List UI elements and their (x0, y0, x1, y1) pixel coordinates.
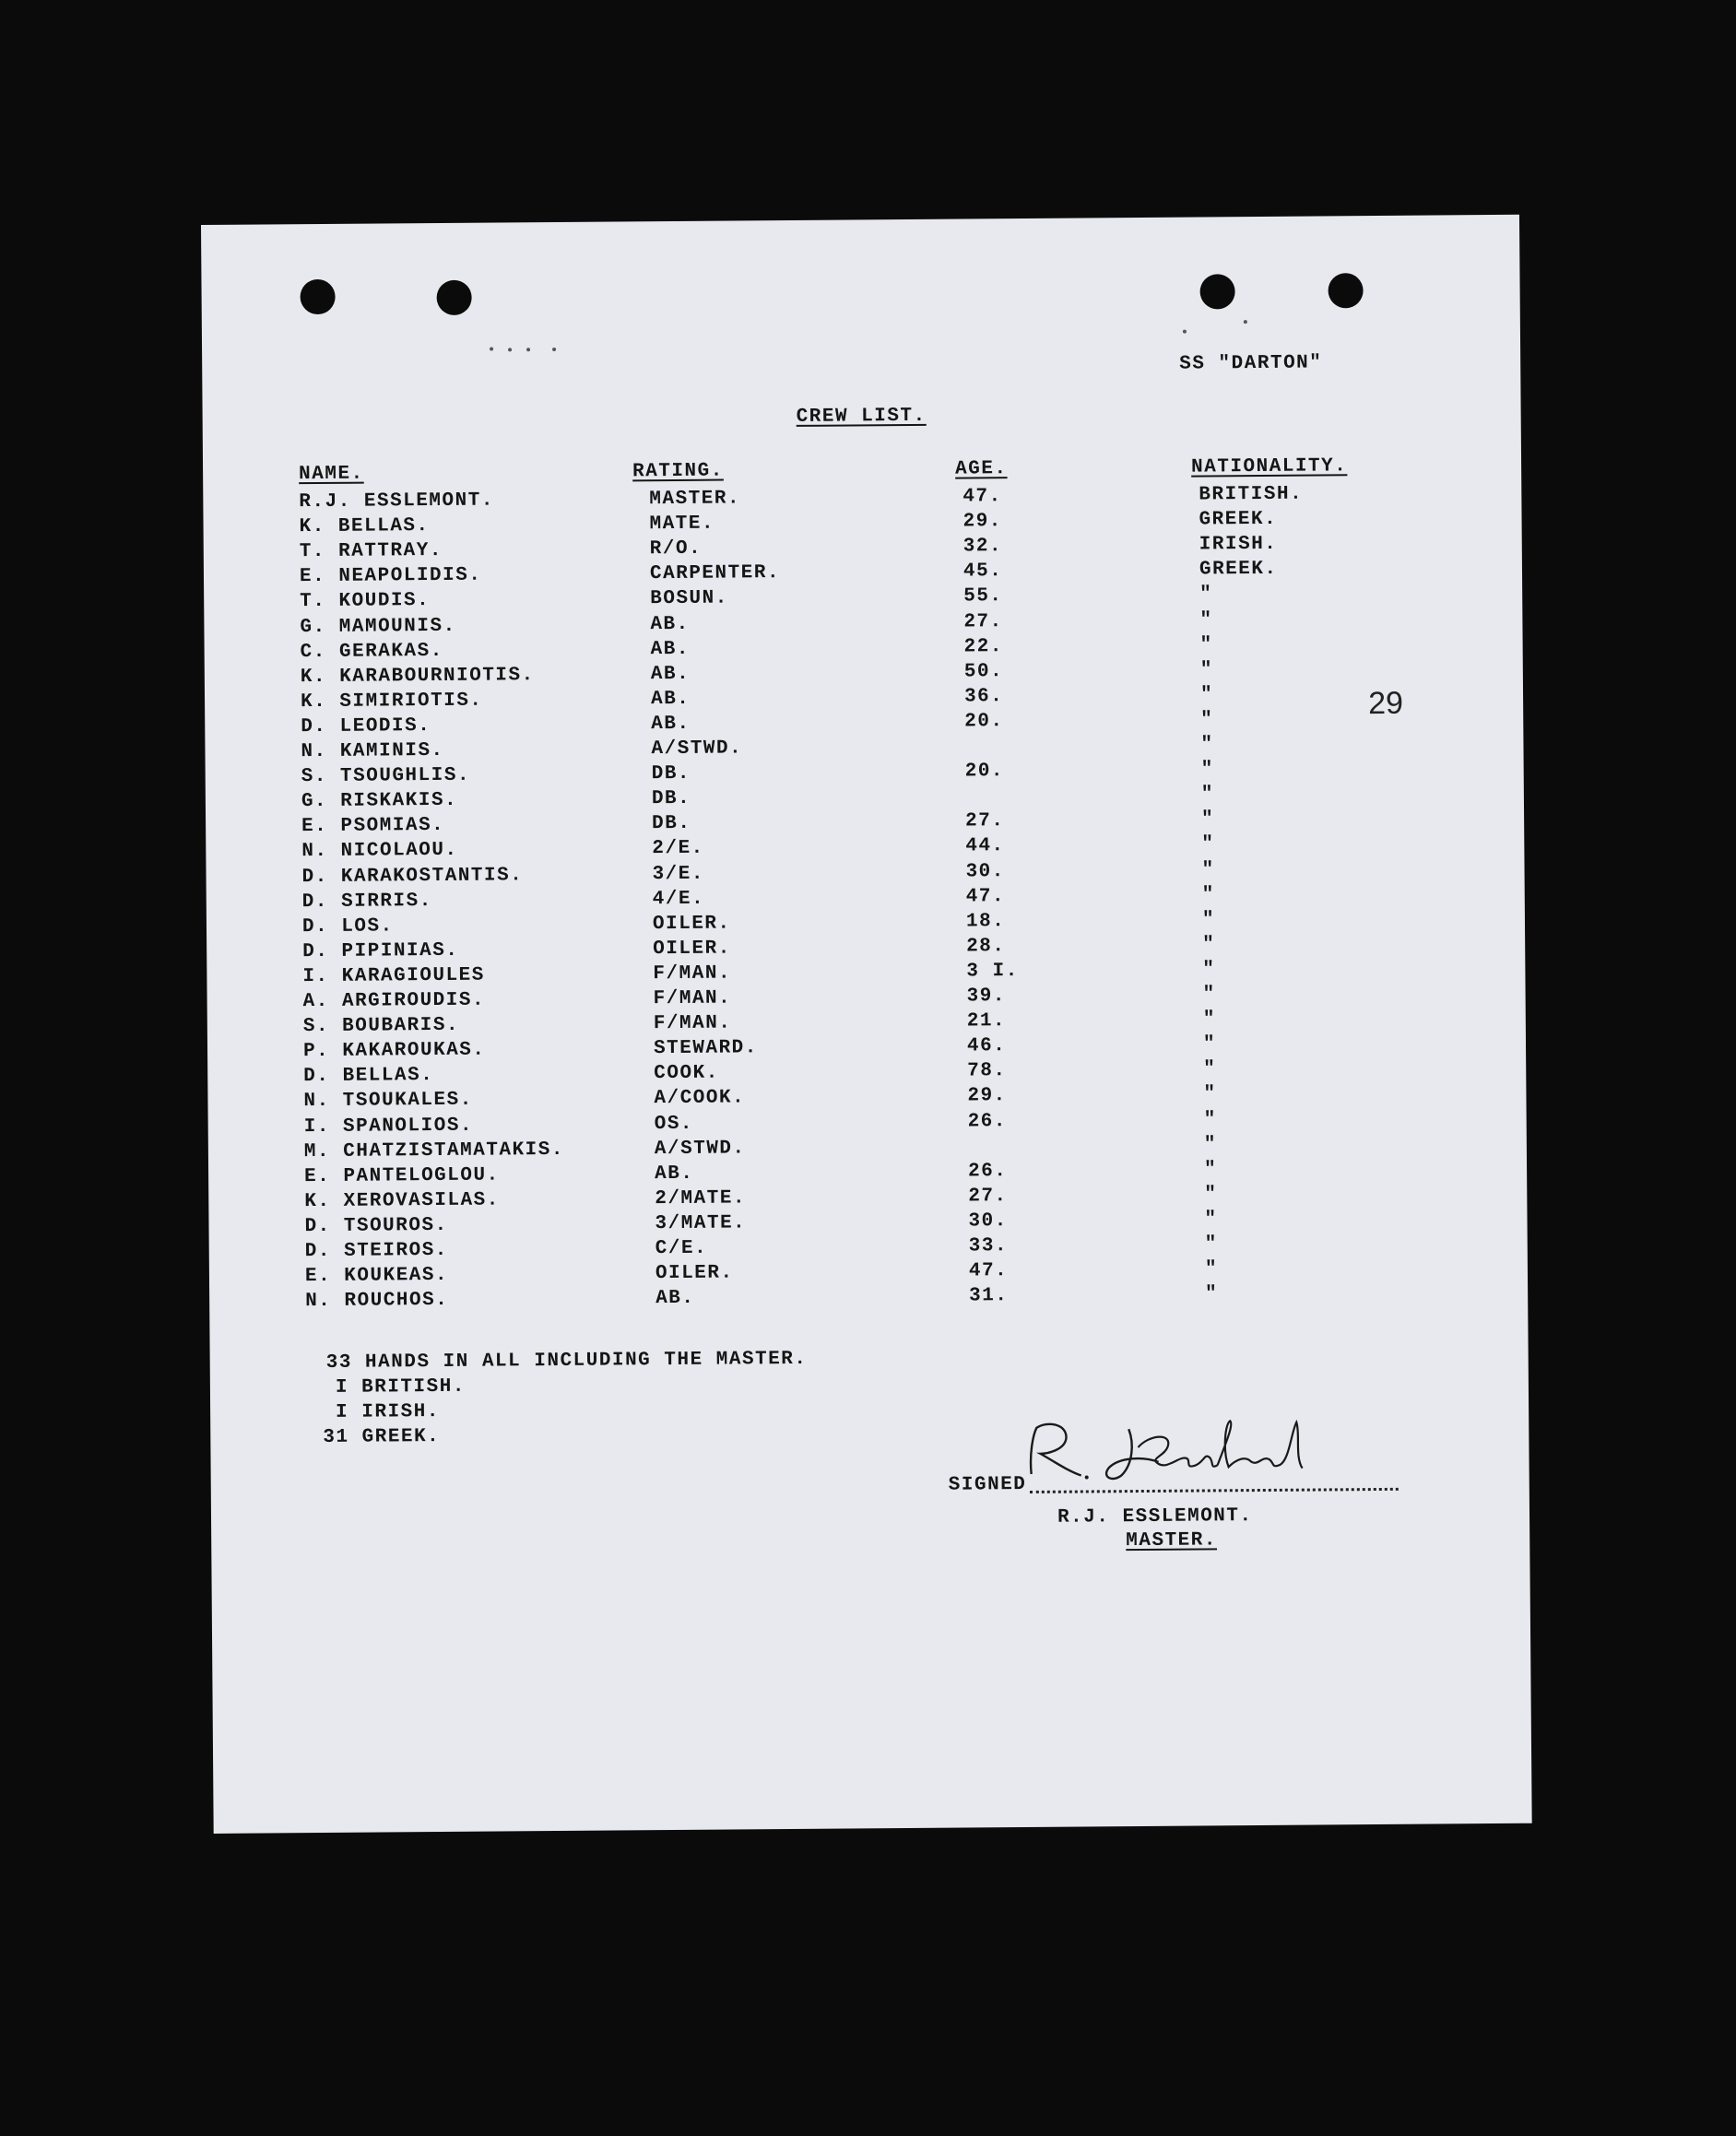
crew-name: D. KARAKOSTANTIS. (301, 864, 524, 888)
page-title: CREW LIST. (796, 405, 927, 428)
crew-age: 30. (965, 860, 1005, 883)
crew-name: D. PIPINIAS. (302, 939, 459, 962)
crew-name: N. KAMINIS. (301, 739, 444, 763)
crew-rating: AB. (650, 663, 691, 685)
crew-age: 29. (962, 511, 1002, 533)
crew-rating: AB. (650, 688, 691, 710)
handwritten-signature (1020, 1414, 1334, 1491)
page-number: 29 (1367, 685, 1404, 722)
crew-nationality: " (1200, 759, 1214, 781)
crew-age: 32. (962, 536, 1003, 558)
crew-rating: DB. (651, 762, 691, 785)
crew-name: E. NEAPOLIDIS. (299, 564, 482, 588)
crew-nationality: " (1202, 1033, 1217, 1056)
punch-hole (1199, 274, 1234, 309)
crew-age: 44. (965, 835, 1005, 857)
crew-nationality: " (1201, 883, 1215, 906)
crew-age: 45. (962, 561, 1003, 583)
crew-rating: 2/MATE. (655, 1187, 747, 1210)
crew-nationality: " (1204, 1184, 1218, 1206)
crew-nationality: " (1203, 1083, 1217, 1105)
crew-nationality: " (1201, 858, 1215, 880)
crew-nationality: " (1199, 584, 1213, 606)
header-name: NAME. (299, 463, 364, 486)
crew-name: M. CHATZISTAMATAKIS. (303, 1139, 565, 1162)
crew-rating: C/E. (655, 1237, 708, 1260)
punch-hole (1328, 273, 1363, 308)
crew-name: I. KARAGIOULES (302, 964, 485, 988)
crew-name: S. BOUBARIS. (302, 1014, 460, 1038)
crew-name: K. XEROVASILAS. (304, 1189, 500, 1212)
crew-age: 28. (966, 935, 1006, 958)
crew-rating: AB. (651, 713, 691, 736)
crew-name: K. BELLAS. (299, 515, 430, 538)
crew-age: 27. (965, 810, 1005, 832)
document-page (201, 215, 1532, 1834)
crew-age: 46. (966, 1035, 1007, 1057)
crew-nationality: " (1199, 684, 1214, 706)
summary-british: I BRITISH. (335, 1375, 466, 1398)
crew-age: 78. (967, 1060, 1007, 1082)
crew-nationality: " (1203, 1058, 1217, 1080)
crew-age: 47. (965, 885, 1006, 908)
crew-age: 47. (968, 1260, 1009, 1282)
crew-age: 27. (968, 1185, 1008, 1208)
crew-rating: DB. (651, 788, 691, 810)
crew-age: 55. (963, 585, 1003, 608)
crew-rating: STEWARD. (653, 1037, 758, 1060)
crew-rating: 2/E. (652, 838, 704, 860)
crew-rating: 3/E. (652, 863, 705, 885)
crew-rating: OILER. (655, 1262, 734, 1285)
crew-age: 20. (964, 761, 1005, 783)
crew-rating: A/STWD. (654, 1137, 746, 1160)
crew-nationality: " (1199, 608, 1213, 631)
crew-nationality: " (1204, 1233, 1218, 1256)
crew-name: D. BELLAS. (303, 1065, 434, 1088)
summary-total: 33 HANDS IN ALL INCLUDING THE MASTER. (325, 1348, 808, 1374)
crew-age: 50. (963, 660, 1004, 683)
crew-name: E. PANTELOGLOU. (304, 1164, 500, 1187)
crew-nationality: " (1200, 734, 1214, 756)
crew-nationality: " (1200, 709, 1214, 731)
crew-nationality: GREEK. (1199, 508, 1278, 531)
signatory-title: MASTER. (1126, 1529, 1218, 1552)
crew-name: T. KOUDIS. (300, 590, 431, 613)
crew-rating: A/STWD. (651, 738, 743, 761)
crew-name: N. ROUCHOS. (305, 1290, 449, 1313)
signature-block (948, 1414, 1428, 1575)
crew-name: K. SIMIRIOTIS. (300, 690, 483, 713)
crew-name: D. SIRRIS. (301, 890, 432, 913)
crew-name: G. RISKAKIS. (301, 790, 458, 813)
crew-name: I. SPANOLIOS. (303, 1115, 474, 1138)
crew-age: 21. (966, 1010, 1007, 1033)
ship-name: SS "DARTON" (1179, 352, 1323, 375)
crew-rating: F/MAN. (653, 962, 732, 985)
crew-name: K. KARABOURNIOTIS. (300, 664, 535, 688)
crew-nationality: " (1199, 633, 1213, 656)
header-age: AGE. (955, 458, 1008, 480)
crew-rating: BOSUN. (650, 587, 728, 610)
crew-name: D. TSOUROS. (304, 1214, 448, 1238)
signed-label: SIGNED (948, 1474, 1027, 1496)
crew-age: 47. (962, 486, 1002, 508)
crew-age: 36. (963, 685, 1004, 708)
crew-name: S. TSOUGHLIS. (301, 764, 471, 788)
crew-rating: AB. (650, 638, 691, 660)
crew-age: 30. (968, 1210, 1008, 1233)
crew-age: 26. (967, 1160, 1008, 1183)
crew-rating: F/MAN. (653, 1012, 732, 1035)
crew-rating: F/MAN. (653, 987, 732, 1010)
crew-nationality: GREEK. (1199, 559, 1278, 581)
crew-age: 18. (965, 910, 1006, 933)
crew-nationality: " (1201, 808, 1215, 831)
crew-nationality: " (1205, 1283, 1219, 1305)
crew-name: E. KOUKEAS. (304, 1265, 449, 1288)
crew-rating: DB. (652, 813, 691, 835)
crew-rating: R/O. (649, 537, 703, 561)
crew-nationality: " (1204, 1258, 1219, 1280)
crew-age: 26. (967, 1110, 1008, 1132)
crew-name: A. ARGIROUDIS. (302, 989, 486, 1013)
punch-hole (300, 279, 335, 314)
crew-name: D. STEIROS. (304, 1239, 448, 1263)
crew-rating: OILER. (652, 913, 731, 935)
crew-rating: AB. (650, 613, 690, 635)
crew-rating: A/COOK. (654, 1087, 746, 1110)
crew-age: 29. (967, 1085, 1007, 1107)
summary-irish: I IRISH. (336, 1401, 441, 1423)
punch-hole (436, 280, 471, 315)
crew-name: P. KAKAROUKAS. (302, 1039, 486, 1063)
crew-nationality: " (1202, 934, 1216, 956)
crew-rating: OS. (654, 1113, 694, 1135)
crew-age: 33. (968, 1235, 1009, 1257)
crew-nationality: " (1203, 1159, 1218, 1181)
crew-nationality: " (1203, 1108, 1217, 1130)
crew-name: E. PSOMIAS. (301, 815, 445, 838)
crew-rating: COOK. (654, 1062, 719, 1085)
crew-nationality: " (1204, 1209, 1218, 1231)
crew-nationality: IRISH. (1199, 534, 1278, 556)
summary-greek: 31 GREEK. (323, 1426, 441, 1449)
crew-rating: 3/MATE. (655, 1212, 747, 1235)
crew-nationality: " (1201, 909, 1216, 931)
crew-name: G. MAMOUNIS. (300, 615, 456, 638)
crew-nationality: " (1200, 784, 1215, 806)
crew-rating: MATE. (649, 513, 715, 536)
crew-nationality: " (1202, 959, 1216, 981)
crew-rating: OILER. (653, 938, 731, 960)
crew-age: 27. (963, 610, 1003, 633)
crew-age: 39. (966, 985, 1007, 1008)
crew-name: N. NICOLAOU. (301, 840, 458, 863)
crew-name: D. LEODIS. (301, 714, 431, 738)
crew-rating: AB. (655, 1162, 694, 1185)
header-nationality: NATIONALITY. (1191, 455, 1348, 478)
crew-age: 22. (963, 635, 1004, 658)
crew-name: R.J. ESSLEMONT. (299, 490, 494, 513)
crew-nationality: " (1202, 1009, 1217, 1031)
crew-rating: MASTER. (649, 488, 741, 511)
crew-age: 20. (964, 711, 1004, 733)
crew-nationality: " (1203, 1133, 1218, 1156)
crew-nationality: " (1202, 984, 1216, 1006)
crew-rating: AB. (655, 1288, 695, 1310)
crew-rating: CARPENTER. (649, 562, 781, 585)
crew-name: N. TSOUKALES. (303, 1090, 473, 1113)
crew-name: C. GERAKAS. (300, 640, 443, 663)
header-rating: RATING. (632, 460, 724, 483)
crew-name: D. LOS. (301, 915, 394, 938)
crew-nationality: " (1201, 833, 1215, 856)
crew-age: 31. (969, 1285, 1009, 1307)
crew-age: 3 I. (966, 960, 1019, 983)
crew-name: T. RATTRAY. (299, 540, 443, 563)
crew-nationality: BRITISH. (1199, 483, 1304, 506)
typed-signatory-name: R.J. ESSLEMONT. (1057, 1505, 1253, 1528)
crew-nationality: " (1199, 659, 1214, 681)
crew-rating: 4/E. (652, 888, 705, 910)
